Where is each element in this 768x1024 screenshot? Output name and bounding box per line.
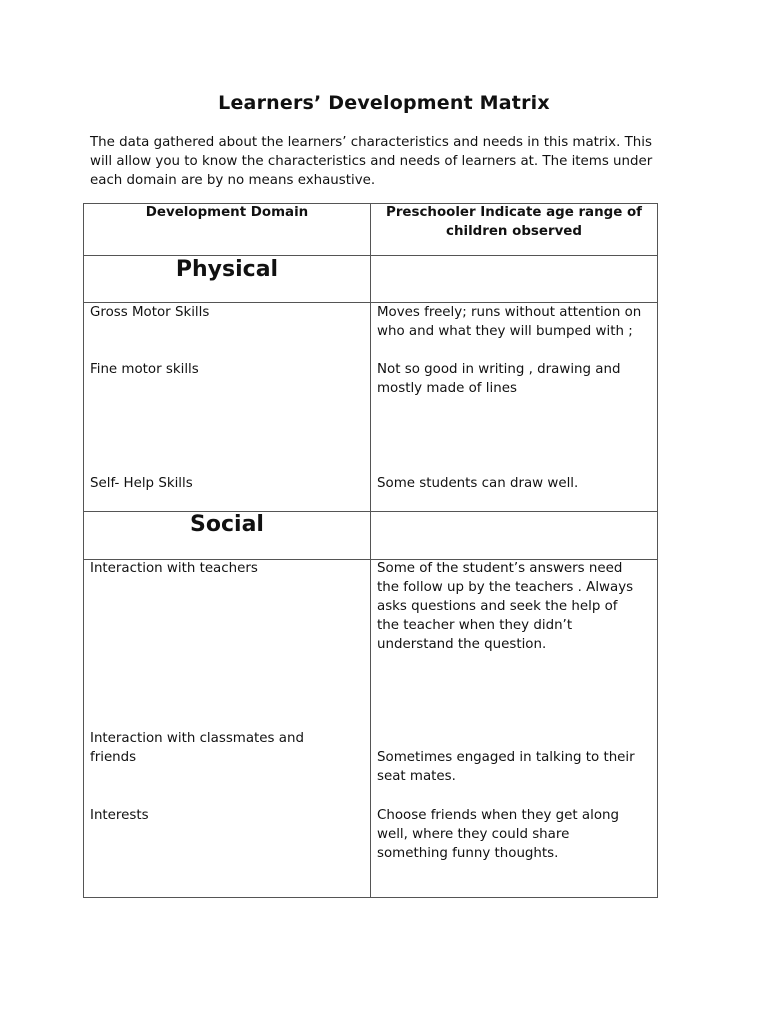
table-right-border: [657, 203, 658, 898]
table-middle-border: [370, 203, 371, 898]
domain-interaction-with-teachers: Interaction with teachers: [90, 561, 258, 576]
domain-interaction-with-classmates: Interaction with classmates and friends: [90, 731, 304, 765]
observation-self-help-skills: Some students can draw well.: [377, 476, 579, 491]
document-title: Learners’ Development Matrix: [218, 92, 550, 114]
observation-interests: Choose friends when they get along well, where they could share something funny thoughts.: [377, 808, 620, 861]
domain-self-help-skills: Self- Help Skills: [90, 476, 193, 491]
intro-paragraph: The data gathered about the learners’ characteristics and needs in this matrix. This will allow you to know the characteristics and needs of learners at. The items under each domain are by no means exhaustive.: [90, 135, 653, 188]
observation-gross-motor-skills: Moves freely; runs without attention on who and what they will bumped with ;: [377, 305, 642, 339]
observation-fine-motor-skills: Not so good in writing , drawing and mostly made of lines: [377, 362, 621, 396]
header-development-domain: Development Domain: [145, 205, 309, 220]
observation-interaction-with-teachers: Some of the student’s answers need the follow up by the teachers . Always asks questions and seek the help of the teacher when they didn’t understand the question.: [377, 561, 634, 652]
domain-fine-motor-skills: Fine motor skills: [90, 362, 199, 377]
section-heading-physical: Physical: [175, 257, 279, 282]
domain-gross-motor-skills: Gross Motor Skills: [90, 305, 210, 320]
header-preschooler-observation: Preschooler Indicate age range of children observed: [386, 205, 642, 239]
domain-interests: Interests: [90, 808, 149, 823]
observation-interaction-with-classmates: Sometimes engaged in talking to their seat mates.: [377, 750, 635, 784]
section-heading-social: Social: [190, 512, 264, 537]
table-left-border: [83, 203, 84, 898]
